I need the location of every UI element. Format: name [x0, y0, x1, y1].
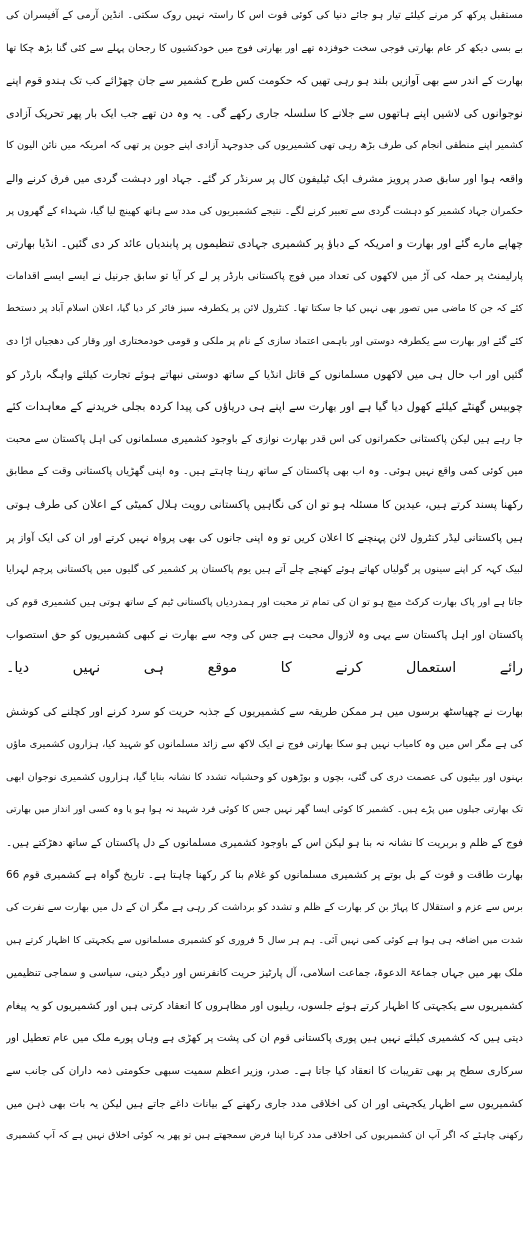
- paragraph-line: کی ہے مگر اس میں وہ کامیاب نہیں ہو سکا بھارتی فوج نے ایک لاکھ سے زائد مسلمانوں کو شہید کیا، ہزاروں کشمیری ماؤں: [6, 739, 523, 751]
- paragraph-line: بھارت کے اندر سے بھی آوازیں بلند ہو رہی تھیں کہ حکومت کس طرح کشمیر سے جان چھڑائے کب تک ہندو قوم اپنے: [6, 74, 523, 88]
- paragraph-line: تک بھارتی جیلوں میں پڑے ہیں۔ کشمیر کا کوئی ایسا گھر نہیں جس کا کوئی فرد شہید نہ ہوا ہو یا وہ کسی اور انداز میں بھارتی: [6, 804, 523, 816]
- paragraph-line: گئیں اور اب حال ہی میں لاکھوں مسلمانوں کے قاتل انڈیا کے ساتھ دوستی نبھاتے ہوئے تجارت کیلئے واہگہ بارڈر کو: [6, 367, 523, 381]
- paragraph-line: جاتا ہے اور پاک بھارت کرکٹ میچ ہو تو ان کی تمام تر محبت اور ہمدردیاں پاکستانی ٹیم کے ساتھ ہوتی ہیں کشمیری قوم کی: [6, 596, 523, 608]
- paragraph-line: حکمران جہاد کشمیر کو دہشت گردی سے تعبیر کرنے لگے۔ نتیجے کشمیریوں کی مدد سے ہاتھ کھینچ لیا گیا، شہداء کے گھروں پر: [6, 205, 523, 217]
- paragraph-line: فوج کے ظلم و بربریت کا نشانہ نہ بنا ہو لیکن اس کے باوجود کشمیری مسلمانوں کے دل پاکستان کے ساتھ دھڑکتے ہیں۔: [6, 836, 523, 849]
- paragraph-line: رائے استعمال کرنے کا موقع ہی نہیں دیا۔: [6, 659, 523, 676]
- paragraph-line: کئے کہ جن کا ماضی میں تصور بھی نہیں کیا جا سکتا تھا۔ کنٹرول لائن پر یکطرفہ سیز فائر کر دیا گیا، اعلان اسلام آباد پر دستخط: [6, 303, 523, 315]
- paragraph-line: رکھنا پسند کرتے ہیں، عیدین کا مسئلہ ہو تو ان کی نگاہیں پاکستانی رویت ہلال کمیٹی کے اعلان کی طرف ہوتی: [6, 497, 523, 511]
- paragraph-line: بھارت نے چھیاسٹھ برسوں میں ہر ممکن طریقہ سے کشمیریوں کے جذبہ حریت کو سرد کرنے اور کچلنے کی کوشش: [6, 705, 523, 719]
- paragraph-line: ملک بھر میں جہاں جماعۃ الدعوۃ، جماعت اسلامی، آل پارٹیز حریت کانفرنس اور دیگر دینی، سیاسی و سماجی تنظیمیں: [6, 967, 523, 980]
- article-paragraph: [6, 696, 523, 1150]
- paragraph-line: رکھنی چاہئے کہ اگر آپ ان کشمیریوں کی اخلاقی مدد کرنا اپنا فرض سمجھتے ہیں تو پھر یہ کوئی اخلاق نہیں ہے کہ آپ کشمیری: [6, 1130, 523, 1142]
- paragraph-line: شدت میں اضافہ ہی ہوا ہے کوئی کمی نہیں آئی۔ ہم ہر سال 5 فروری کو کشمیری مسلمانوں سے یکجہتی کا اظہار کرتے ہیں: [6, 934, 523, 946]
- paragraph-line: برس سے عزم و استقلال کا پہاڑ بن کر بھارت کے ظلم و تشدد کو برداشت کر رہی ہے مگر ان کے دل میں بھارت سے نفرت کی: [6, 902, 523, 914]
- paragraph-line: دیتی ہیں کہ کشمیری کیلئے نہیں ہیں پوری پاکستانی قوم ان کی پشت پر کھڑی ہے وہاں پورے ملک میں عام تعطیل اور: [6, 1032, 523, 1045]
- paragraph-line: کشمیریوں سے یکجہتی کا اظہار کرتے ہوئے جلسوں، ریلیوں اور مظاہروں کا انعقاد کرتی ہیں اور کشمیریوں کو یہ پیغام: [6, 999, 523, 1012]
- paragraph-line: ہیں پاکستانی لیڈر کنٹرول لائن پہنچنے کا اعلان کریں تو وہ اپنی جانوں کی بھی پرواہ نہیں کرتے اور ان کی ایک آواز پر: [6, 531, 523, 544]
- paragraph-line: کشمیر اپنے منطقی انجام کی طرف بڑھ رہی تھی کشمیریوں کی جدوجہد آزادی اپنے جوبن پر تھی کہ امریکہ میں نائن الیون کا: [6, 140, 523, 152]
- paragraph-line: بہنوں اور بیٹیوں کی عصمت دری کی گئی، بچوں و بوڑھوں کو وحشیانہ تشدد کا نشانہ بنایا گیا، ہزاروں کشمیری نوجوان ابھی: [6, 771, 523, 783]
- paragraph-line: واقعہ ہوا اور سابق صدر پرویز مشرف ایک ٹیلیفون کال پر سرنڈر کر گئے۔ جہاد اور دہشت گردی میں فرق کرنے والے: [6, 172, 523, 185]
- paragraph-line: جا رہے ہیں لیکن پاکستانی حکمرانوں کی اس قدر بھارت نوازی کے باوجود کشمیری مسلمانوں کی اہل پاکستان سے محبت: [6, 433, 523, 445]
- paragraph-line: پاکستان اور اہل پاکستان سے یہی وہ لازوال محبت ہے جس کی وجہ سے بھارت نے کبھی کشمیریوں کو حق استصواب: [6, 629, 523, 642]
- paragraph-line: بے بسی دیکھ کر عام بھارتی فوجی سخت خوفزدہ تھے اور بھارتی فوج میں خودکشیوں کا رجحان پہلے سے کئی گنا بڑھ چکا تھا: [6, 42, 523, 54]
- paragraph-line: کئے گئے اور بھارت سے یکطرفہ دوستی اور باہمی اعتماد سازی کے نام پر ملکی و قومی خودمختاری اور وقار کی دھجیاں اڑا دی: [6, 335, 523, 347]
- paragraph-line: میں کوئی کمی واقع نہیں ہوئی۔ وہ اب بھی پاکستان کے ساتھ رہنا چاہتے ہیں۔ وہ اپنی گھڑیاں پاکستانی وقت کے مطابق: [6, 466, 523, 478]
- paragraph-line: سرکاری سطح پر بھی تقریبات کا انعقاد کیا جاتا ہے۔ صدر، وزیر اعظم سمیت سبھی حکومتی ذمہ داران کی جانب سے: [6, 1065, 523, 1077]
- paragraph-line: لبیک کہہ کر اپنے سینوں پر گولیاں کھاتے ہوئے کھنچے چلے آتے ہیں یوم پاکستان پر کشمیر کی گلیوں میں پاکستانی پرچم لہرایا: [6, 564, 523, 576]
- paragraph-line: کشمیریوں سے اظہار یکجہتی اور ان کی اخلاقی مدد جاری رکھنے کے بیانات داغے جاتے ہیں لیکن یہ بات بھی ذہن میں: [6, 1097, 523, 1110]
- article-paragraph: [6, 0, 523, 684]
- paragraph-line: پارلیمنٹ پر حملہ کی آڑ میں لاکھوں کی تعداد میں فوج پاکستانی بارڈر پر لے کر آیا تو سابق جرنیل نے ایسے ایسے اقدامات: [6, 270, 523, 282]
- paragraph-line: بھارت طاقت و قوت کے بل بوتے پر کشمیری مسلمانوں کو غلام بنا کر رکھنا چاہتا ہے۔ تاریخ گواہ ہے کشمیری قوم 66: [6, 869, 523, 882]
- paragraph-line: چھاپے مارے گئے اور بھارت و امریکہ کے دباؤ پر کشمیری جہادی تنظیموں پر پابندیاں عائد کر دی گئیں۔ انڈیا بھارتی: [6, 237, 523, 251]
- paragraph-line: مستقبل پرکھ کر مرنے کیلئے تیار ہو جائے دنیا کی کوئی قوت اس کا راستہ نہیں روک سکتی۔ انڈین آرمی کے آفیسران کی: [6, 10, 523, 21]
- paragraph-line: نوجوانوں کی لاشیں اپنے ہاتھوں سے جلانے کا سلسلہ جاری رکھے گی۔ یہ وہ دن تھے جب ایک بار پھر تحریک آزادی: [6, 106, 523, 120]
- paragraph-line: چوبیس گھنٹے کیلئے کھول دیا گیا ہے اور بھارت سے اپنے ہی دریاؤں کی پیدا کردہ بجلی خریدنے کے معاہدات کئے: [6, 400, 523, 414]
